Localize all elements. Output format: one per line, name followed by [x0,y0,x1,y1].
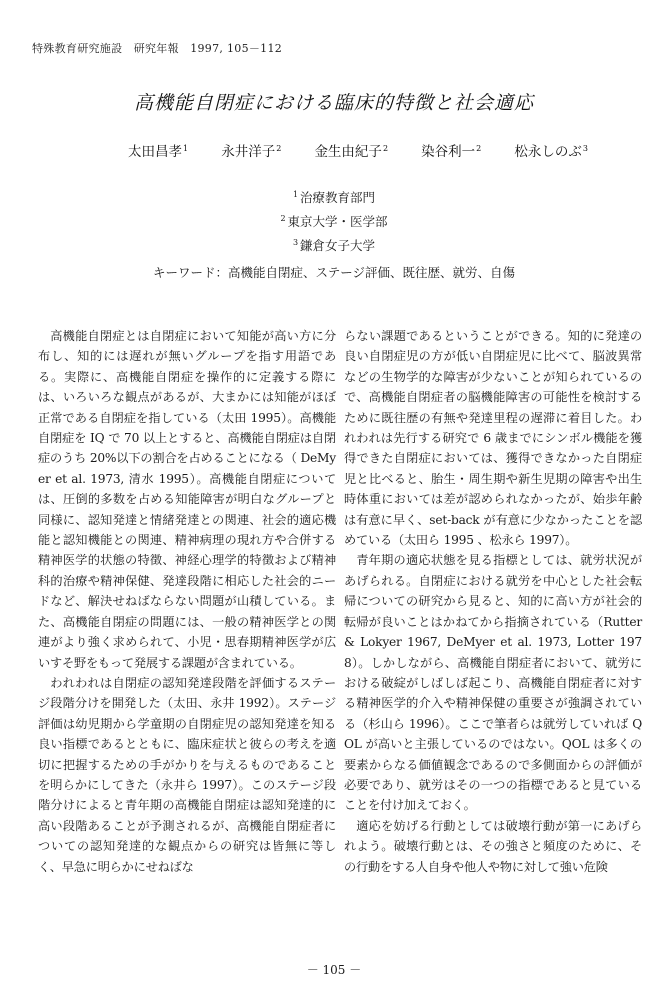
paragraph-continued: らない課題であるということができる。知的に発達の良い自閉症児の方が低い自閉症児に比べて、脳波異常などの生物学的な障害が少ないことが知られているので、高機能自閉症者の脳機能障害の可能性を検討するために既往歴の有無や発達里程の遅滞に着目した。われわれは先行する研究で 6 歳までにシンボル機能を獲得できた自閉症においては、獲得できなかった自閉症児と比べると、胎生・周生期や新生児期の障害や出生時体重においては差が認められなかったが、始歩年齢は有意に早く、set-back が有意に少なかったことを認めている（太田ら 1995 、松永ら 1997）。 [344,329,642,548]
author [128,140,188,160]
body-column-right [344,326,642,877]
author [421,140,481,160]
affiliation-mark: 1 [292,190,299,199]
author [221,140,281,160]
author-name: 金生由紀子 [314,144,382,160]
author-name: 染谷利一 [421,144,476,160]
affiliation-mark: 3 [292,238,299,248]
affiliation-name: 鎌倉女子大学 [300,238,376,254]
author-affil-mark: 1 [183,143,189,153]
author-affil-mark: 2 [382,143,389,153]
author [514,140,588,160]
affiliation [0,208,668,232]
affiliation-mark: 2 [280,214,286,224]
author-affil-mark: 2 [276,143,282,153]
affiliation-name: 治療教育部門 [300,190,376,206]
paragraph: 適応を妨げる行動としては破壊行動が第一にあげられよう。破壊行動とは、その強さと頻度のために、その行動をする人自身や他人や物に対して強い危険 [344,818,642,874]
page-number: － 105 － [306,963,362,977]
paragraph: 青年期の適応状態を見る指標としては、就労状況があげられる。自閉症における就労を中心とした社会転帰についての研究から見ると、知的に高い方が社会的転帰が良いことはかねてから指摘されている（Rutter & Lokyer 1967, DeMyer et al. 1973, Lotter 1978）。しかしながら、高機能自閉症者において、就労における破綻がしばしば起こり、高機能自閉症者に対する精神医学的介入や精神保健の重要さが強調されている（杉山ら 1996）。ここで筆者らは就労していれば QOL が高いと主張しているのではない。QOL は多くの要素からなる価値観念であるので多側面からの評価が必要であり、就労はその一つの指標であると見ていることを付け加えておく。 [344,553,642,813]
affiliation-name: 東京大学・医学部 [287,214,388,230]
affiliation-list [0,184,668,256]
keywords: キーワード：高機能自閉症、ステージ評価、既往歴、就労、自傷 [152,265,515,280]
affiliation [0,184,668,208]
author [314,140,388,160]
paragraph: われわれは自閉症の認知発達段階を評価するステージ段階分けを開発した（太田、永井 1992）。ステージ評価は幼児期から学童期の自閉症児の認知発達を知る良い指標であるとともに、臨床症状と彼らの考えを適切に把握するための手がかりを与えるものであることを明らかにしてきた（永井ら 1997）。このステージ段階分けによると青年期の高機能自閉症は認知発達的に高い段階あることが予測されるが、高機能自閉症者についての認知発達的な観点からの研究は皆無に等しく、早急に明らかにせねばな [38,675,336,874]
author-name: 太田昌孝 [128,144,182,160]
author-name: 松永しのぶ [514,144,582,160]
paragraph: 高機能自閉症とは自閉症において知能が高い方に分布し、知的には遅れが無いグループを指す用語である。実際に、高機能自閉症を操作的に定義する際には、いろいろな観点があるが、大まかには知能がほぼ正常である自閉症を指している（太田 1995）。高機能自閉症を IQ で 70 以上とすると、高機能自閉症は自閉症のうち 20%以下の割合を占めることになる（ DeMyer et al. 1973, 清水 1995）。高機能自閉症については、圧倒的多数を占める知能障害が明白なグループと同様に、認知発達と情緒発達との関連、社会的適応機能と認知機能との関連、精神病理の現れ方や合併する精神医学的状態の特徴、神経心理学的特徴および精神科的治療や精神保健、発達段階に相応した社会的ニードなど、解決せねばならない問題が山積している。また、高機能自閉症の問題には、一般の精神医学との関連がより強く求められて、小児・思春期精神医学が広いすそ野をもって発展する課題が含まれている。 [38,329,336,670]
author-name: 永井洋子 [221,144,276,160]
author-affil-mark: 3 [582,143,588,153]
journal-header: 特殊教育研究施設 研究年報 1997, 105－112 [32,42,283,55]
author-list [128,140,588,160]
author-affil-mark: 2 [476,143,482,153]
body-column-left [38,326,336,877]
paper-title: 高機能自閉症における臨床的特徴と社会適応 [133,92,534,114]
affiliation [0,232,668,256]
